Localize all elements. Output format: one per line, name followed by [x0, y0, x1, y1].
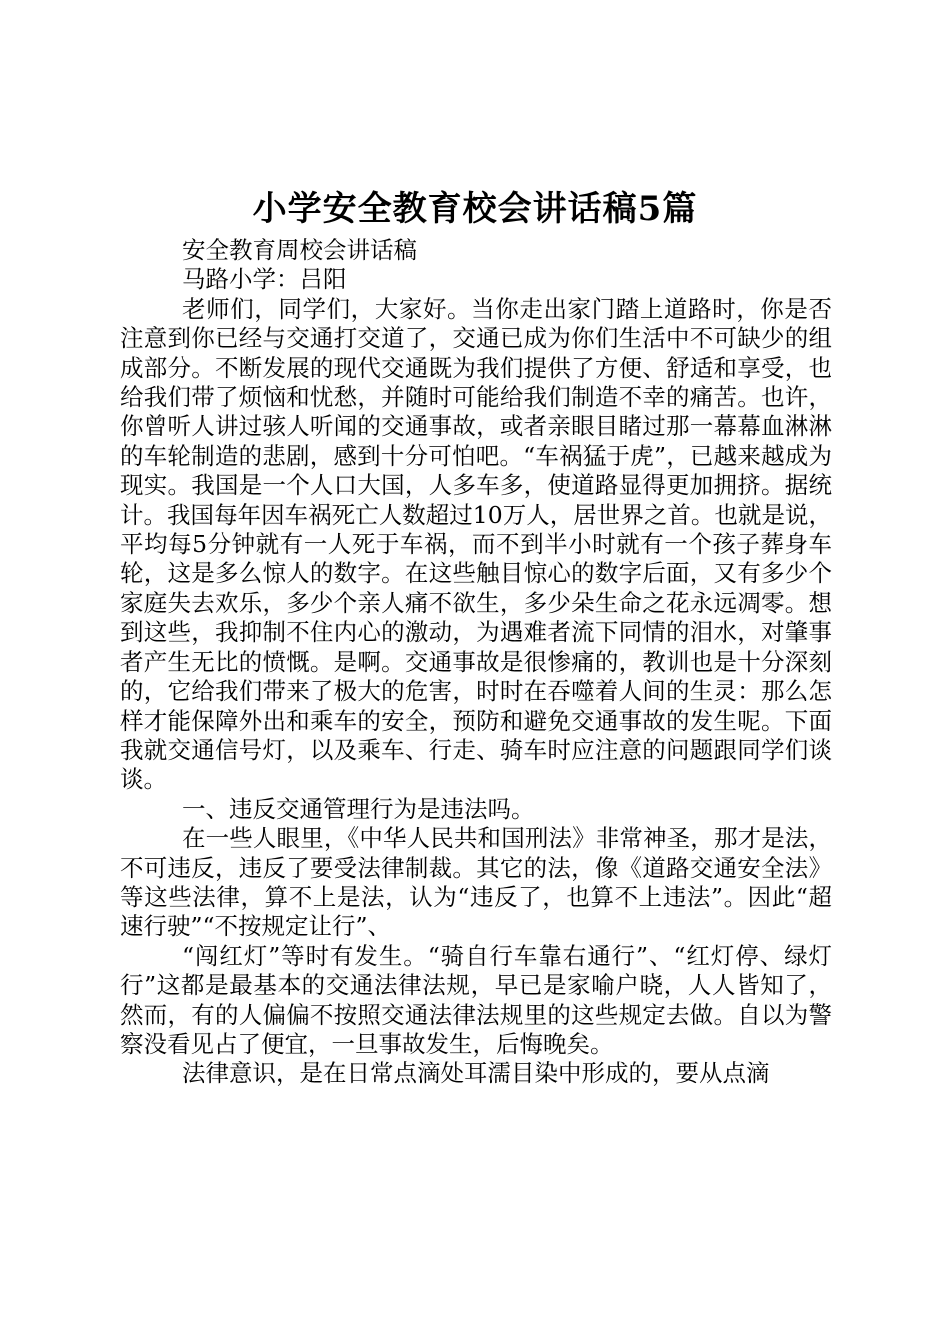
body-paragraph: 老师们，同学们，大家好。当你走出家门踏上道路时，你是否注意到你已经与交通打交道了，交通已成为你们生活中不可缺少的组成部分。不断发展的现代交通既为我们提供了方便、舒适和享受，也给我们带了烦恼和忧愁，并随时可能给我们制造不幸的痛苦。也许，你曾听人讲过骇人听闻的交通事故，或者亲眼目睹过那一幕幕血淋淋的车轮制造的悲剧，感到十分可怕吧。“车祸猛于虎”，已越来越成为现实。我国是一个人口大国，人多车多，使道路显得更加拥挤。据统计。我国每年因车祸死亡人数超过10万人，居世界之首。也就是说，平均每5分钟就有一人死于车祸，而不到半小时就有一个孩子葬身车轮，这是多么惊人的数字。在这些触目惊心的数字后面，又有多少个家庭失去欢乐，多少个亲人痛不欲生，多少朵生命之花永远凋零。想到这些，我抑制不住内心的激动，为遇难者流下同情的泪水，对肇事者产生无比的愤慨。是啊。交通事故是很惨痛的，教训也是十分深刻的，它给我们带来了极大的危害，时时在吞噬着人间的生灵：那么怎样才能保障外出和乘车的安全，预防和避免交通事故的发生呢。下面我就交通信号灯，以及乘车、行走、骑车时应注意的问题跟同学们谈谈。: [120, 294, 832, 794]
author-paragraph: 马路小学：吕阳: [182, 265, 347, 294]
document-title: 小学安全教育校会讲话稿5篇: [252, 189, 698, 229]
section-heading: 一、违反交通管理行为是违法吗。: [182, 794, 535, 823]
subtitle-paragraph: 安全教育周校会讲话稿: [182, 236, 417, 264]
body-paragraph: 法律意识，是在日常点滴处耳濡目染中形成的，要从点滴: [182, 1059, 770, 1088]
body-paragraph: 在一些人眼里，《中华人民共和国刑法》非常神圣，那才是法，不可违反，违反了要受法律制裁。其它的法，像《道路交通安全法》等这些法律，算不上是法，认为“违反了，也算不上违法”。因此“超速行驶”“不按规定让行”、: [120, 824, 832, 941]
body-paragraph: “闯红灯”等时有发生。“骑自行车靠右通行”、“红灯停、绿灯行”这都是最基本的交通法律法规，早已是家喻户晓，人人皆知了，然而，有的人偏偏不按照交通法律法规里的这些规定去做。自以为警察没看见占了便宜，一旦事故发生，后悔晚矣。: [120, 941, 832, 1058]
document-body: [120, 236, 832, 1089]
